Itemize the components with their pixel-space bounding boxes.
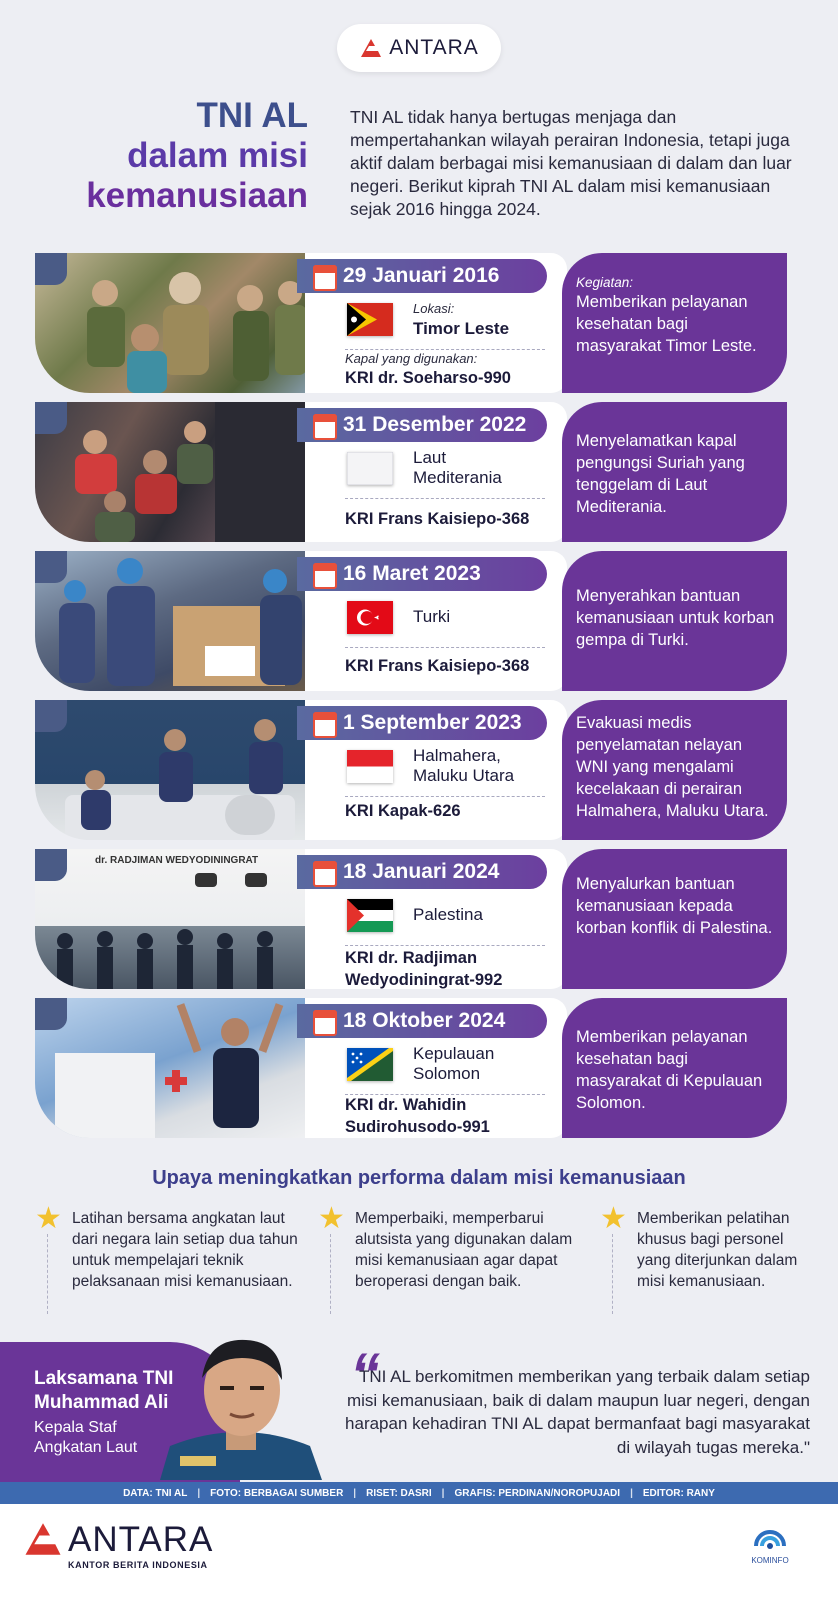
event-location: Palestina — [413, 905, 483, 924]
event-location: Kepulauan Solomon — [413, 1044, 495, 1083]
antara-logo-pill — [337, 24, 501, 72]
divider — [345, 498, 545, 499]
credit-riset: RISET: DASRI — [366, 1487, 432, 1499]
timor-leste-flag-icon — [347, 303, 393, 336]
event-date: 18 Januari 2024 — [297, 855, 547, 889]
event-ship: KRI dr. Wahidin Sudirohusodo-991 — [345, 1096, 490, 1136]
event-ship: KRI dr. Soeharso-990 — [345, 369, 511, 387]
credit-separator: | — [197, 1487, 201, 1499]
activity-label: Kegiatan: — [576, 275, 634, 290]
photo-boat-illustration — [35, 700, 315, 840]
event-activity-card — [562, 849, 787, 989]
photo-corner — [35, 253, 67, 285]
calendar-icon — [313, 265, 337, 291]
upaya-title: Upaya meningkatkan performa dalam misi kemanusiaan — [152, 1167, 686, 1189]
antara-logo-icon — [359, 37, 383, 59]
event-ship: KRI Kapak-626 — [345, 802, 461, 820]
indonesia-flag-icon — [347, 750, 393, 783]
event-date: 18 Oktober 2024 — [297, 1004, 547, 1038]
event-date: 29 Januari 2016 — [297, 259, 547, 293]
turkey-flag-icon — [347, 601, 393, 634]
event-activity-card — [562, 700, 787, 840]
white-flag-icon — [347, 452, 393, 485]
event-location: Laut Mediterania — [413, 448, 502, 487]
event-activity-card — [562, 253, 787, 393]
credit-separator: | — [441, 1487, 445, 1499]
event-activity-card — [562, 402, 787, 542]
title-line-2: dalam misi — [127, 136, 308, 175]
photo-corner — [35, 700, 67, 732]
credit-foto: FOTO: BERBAGAI SUMBER — [210, 1487, 344, 1499]
upaya-item: Latihan bersama angkatan laut dari negara lain setiap dua tahun untuk mempelajari teknik pelaksanaan misi kemanusiaan. — [72, 1210, 298, 1290]
star-icon: ★ — [600, 1202, 627, 1235]
calendar-icon — [313, 861, 337, 887]
event-photo — [35, 849, 315, 989]
dashed-line — [47, 1234, 48, 1314]
event-row — [35, 998, 805, 1138]
event-row — [35, 253, 805, 393]
photo-corner — [35, 849, 67, 881]
event-activity: Menyalurkan bantuan kemanusiaan kepada korban konflik di Palestina. — [576, 875, 773, 937]
speaker-role: Kepala Staf Angkatan Laut — [34, 1419, 138, 1456]
photo-corner — [35, 998, 67, 1030]
photo-ship-name: dr. RADJIMAN WEDYODININGRAT — [95, 855, 259, 866]
speaker-portrait-illustration — [150, 1328, 330, 1480]
kominfo-label: KOMINFO — [751, 1556, 789, 1565]
upaya-item: Memberikan pelatihan khusus bagi personel yang diterjunkan dalam misi kemanusiaan. — [637, 1210, 798, 1290]
credit-editor: EDITOR: RANY — [642, 1487, 715, 1499]
divider — [345, 647, 545, 648]
event-ship: KRI Frans Kaisiepo-368 — [345, 657, 530, 675]
event-row — [35, 700, 805, 840]
event-row — [35, 551, 805, 691]
credit-grafis: GRAFIS: PERDINAN/NOROPUJADI — [454, 1487, 621, 1499]
event-date: 31 Desember 2022 — [297, 408, 547, 442]
divider — [345, 796, 545, 797]
quote-text: TNI AL berkomitmen memberikan yang terbaik dalam setiap misi kemanusiaan, baik di dalam maupun luar negeri, dengan harapan kehadiran TNI AL dapat bermanfaat bagi masyarakat di wilayah tugas mereka." — [345, 1367, 810, 1457]
speaker-name: Laksamana TNI Muhammad Ali — [34, 1368, 174, 1413]
quote-mark-icon: “ — [350, 1341, 380, 1408]
upaya-item: Memperbaiki, memperbarui alutsista yang digunakan dalam misi kemanusiaan agar dapat beroperasi dengan baik. — [355, 1210, 573, 1290]
event-photo — [35, 998, 315, 1138]
event-photo — [35, 551, 315, 691]
credits-bar — [0, 1482, 838, 1504]
event-activity: Evakuasi medis penyelamatan nelayan WNI yang mengalami kecelakaan di perairan Halmahera, Maluku Utara. — [576, 714, 769, 820]
page-title — [86, 96, 308, 216]
event-date: 1 September 2023 — [297, 706, 547, 740]
intro-text: TNI AL tidak hanya bertugas menjaga dan mempertahankan wilayah perairan Indonesia, tetapi juga aktif dalam berbagai misi kemanusiaan di dalam dan luar negeri. Berikut kiprah TNI AL dalam misi kemanusiaan sejak 2016 hingga 2024. — [350, 107, 792, 219]
title-line-1: TNI AL — [196, 96, 308, 135]
event-row — [35, 402, 805, 542]
event-activity-card — [562, 998, 787, 1138]
location-label: Lokasi: — [413, 301, 455, 316]
event-location: Timor Leste — [413, 319, 510, 338]
calendar-icon — [313, 414, 337, 440]
solomon-islands-flag-icon — [347, 1048, 393, 1081]
photo-aid-illustration — [35, 551, 315, 691]
event-location: Halmahera, Maluku Utara — [413, 746, 515, 785]
footer-subtitle: KANTOR BERITA INDONESIA — [68, 1560, 208, 1570]
event-ship: KRI dr. Radjiman Wedyodiningrat-992 — [345, 949, 503, 989]
antara-footer-logo-icon — [22, 1518, 64, 1560]
event-ship: KRI Frans Kaisiepo-368 — [345, 510, 530, 528]
dashed-line — [612, 1234, 613, 1314]
title-line-3: kemanusiaan — [86, 176, 308, 215]
photo-rescue-illustration — [35, 402, 315, 542]
star-icon: ★ — [318, 1202, 345, 1235]
event-photo — [35, 700, 315, 840]
photo-corner — [35, 402, 67, 434]
event-activity: Menyelamatkan kapal pengungsi Suriah yang tenggelam di Laut Mediterania. — [576, 432, 745, 516]
divider — [345, 945, 545, 946]
event-photo — [35, 402, 315, 542]
divider — [345, 349, 545, 350]
star-icon: ★ — [35, 1202, 62, 1235]
photo-medic-illustration — [35, 998, 315, 1138]
photo-ship-illustration — [35, 849, 315, 989]
event-activity-card — [562, 551, 787, 691]
kominfo-logo-icon — [752, 1522, 788, 1552]
event-activity: Memberikan pelayanan kesehatan bagi masyarakat di Kepulauan Solomon. — [576, 1028, 763, 1112]
calendar-icon — [313, 563, 337, 589]
credit-separator: | — [630, 1487, 633, 1499]
photo-corner — [35, 551, 67, 583]
calendar-icon — [313, 712, 337, 738]
credit-separator: | — [353, 1487, 357, 1499]
event-photo — [35, 253, 315, 393]
ship-label: Kapal yang digunakan: — [345, 351, 478, 366]
footer-brand: ANTARA — [68, 1520, 214, 1559]
event-location: Turki — [413, 607, 451, 626]
event-activity: Menyerahkan bantuan kemanusiaan untuk korban gempa di Turki. — [576, 587, 775, 649]
event-row — [35, 849, 805, 989]
photo-people-illustration — [35, 253, 315, 393]
dashed-line — [330, 1234, 331, 1314]
antara-logo-text: ANTARA — [389, 36, 479, 59]
credit-data: DATA: TNI AL — [123, 1487, 188, 1499]
calendar-icon — [313, 1010, 337, 1036]
event-activity: Memberikan pelayanan kesehatan bagi masyarakat Timor Leste. — [576, 293, 757, 355]
palestine-flag-icon — [347, 899, 393, 932]
event-date: 16 Maret 2023 — [297, 557, 547, 591]
